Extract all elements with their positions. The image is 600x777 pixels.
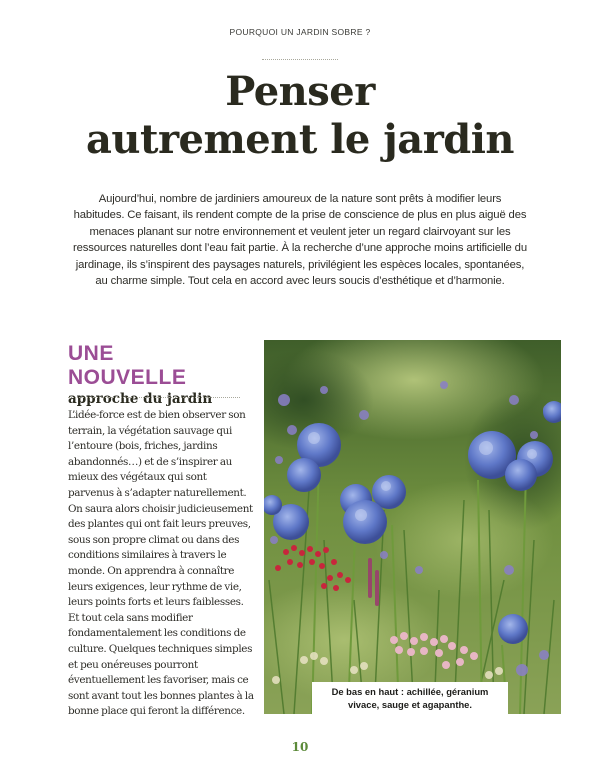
section-heading-line-1: UNE NOUVELLE (68, 342, 187, 389)
section-kicker: POURQUOI UN JARDIN SOBRE ? (229, 27, 371, 37)
garden-photo-illustration (264, 340, 561, 714)
page-title-line-2: autrement le jardin (85, 116, 515, 163)
photo-caption-line-2: vivace, sauge et agapanthe. (347, 698, 472, 710)
section-body-text: L’idée-force est de bien observer son terrain, la végétation sauvage qui l’entoure (bois, friches, jardins abandonnés…) et de s’inspirer au mieux des végétaux qui sont parvenus à s’adapter naturellement. On saura alors choisir judicieusement des plantes qui ont fait leurs preuves, sous son propre climat ou dans des conditions similaires à travers le monde. On apprendra à connaître leurs exigences, leur rythme de vie, leurs points forts et leurs faiblesses. Et tout cela sans modifier fondamentalement les conditions de culture. Quelques techniques simples et peu onéreuses pourront éventuellement les favoriser, mais ce sont avant tout les bonnes plantes à la bonne place qui feront la différence. (68, 409, 254, 718)
intro-paragraph: Aujourd’hui, nombre de jardiniers amoureux de la nature sont prêts à modifier leurs habitudes. Ce faisant, ils rendent compte de la prise de conscience de plus en plus aiguë des menaces planant sur notre environnement et veulent jeter un regard clairvoyant sur les ressources naturelles dont l’eau fait partie. À la recherche d’une approche moins artificielle du jardinage, ils s’inspirent des paysages naturels, privilégient les espèces locales, spontanées, au charme simple. Tout cela en accord avec leurs soucis d’esthétique et d’harmonie. (73, 193, 527, 288)
kicker-divider (262, 59, 338, 60)
page-title-line-1: Penser (225, 68, 375, 115)
page-number: 10 (291, 740, 309, 754)
garden-photo (264, 340, 561, 714)
section-divider (68, 397, 240, 398)
section-heading-line-2: approche du jardin (68, 391, 213, 407)
section-heading (68, 342, 238, 408)
photo-caption-line-1: De bas en haut : achillée, géranium (331, 686, 489, 697)
photo-caption (312, 682, 508, 715)
page-title (0, 68, 600, 164)
